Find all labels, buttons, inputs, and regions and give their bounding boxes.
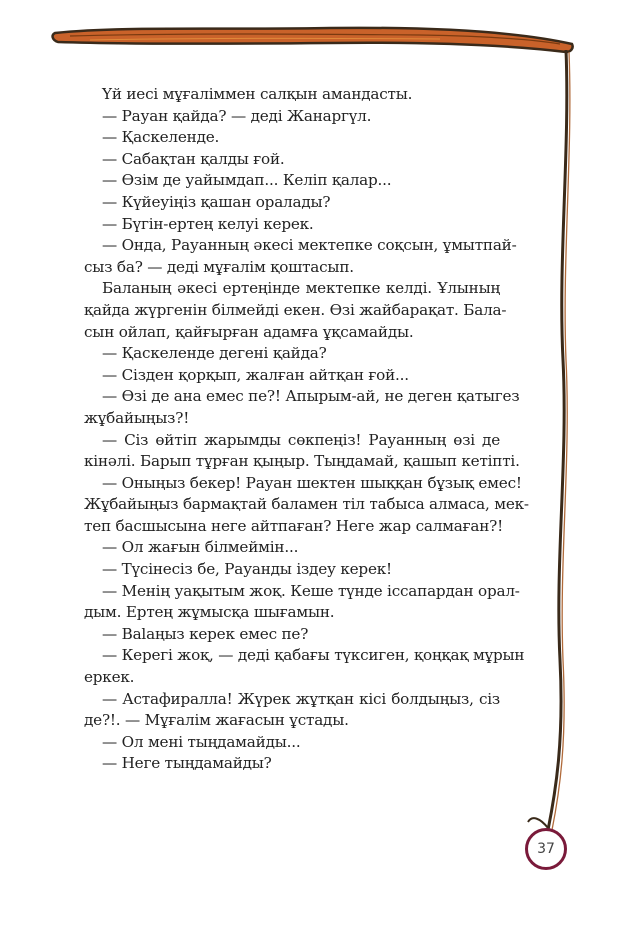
text-line: — Күйеуіңіз қашан оралады? bbox=[102, 192, 331, 211]
text-line: сын ойлап, қайғырған адамға ұқсамайды. bbox=[84, 322, 414, 341]
text-line: — Астафиралла! Жүрек жұтқан кісі болдыңыз, сіз bbox=[102, 689, 500, 708]
text-line: кінәлі. Барып тұрған қыңыр. Тыңдамай, қашып кетіпті. bbox=[84, 452, 520, 471]
text-line: дым. Ертең жұмысқа шығамын. bbox=[84, 603, 335, 622]
text-line: Жұбайыңыз бармақтай баламен тіл табыса алмаса, мек- bbox=[84, 495, 529, 514]
text-line: — Ол мені тыңдамайды... bbox=[102, 732, 301, 751]
text-line: — Сабақтан қалды ғой. bbox=[102, 149, 285, 168]
text-line: — Оныңыз бекер! Рауан шектен шыққан бұзық емес! bbox=[102, 473, 522, 492]
text-line: Үй иесі мұғаліммен салқын амандасты. bbox=[102, 85, 413, 103]
text-line: теп басшысына неге айтпаған? Неге жар салмаған?! bbox=[84, 516, 504, 535]
text-line: — Бүгін-ертең келуі керек. bbox=[102, 214, 314, 233]
text-line: — Керегі жоқ, — деді қабағы түксиген, қоңқақ мұрын bbox=[102, 646, 525, 665]
text-line: — Неге тыңдамайды? bbox=[102, 754, 272, 773]
text-line: — Сіз өйтіп жарымды сөкпеңіз! Рауанның өзі де bbox=[102, 430, 500, 449]
page-number: 37 bbox=[537, 841, 555, 857]
text-line: — Сізден қорқып, жалған айтқан ғой... bbox=[102, 365, 409, 384]
text-line: — Қаскеленде. bbox=[102, 128, 220, 147]
text-line: — Қаскеленде дегені қайда? bbox=[102, 344, 327, 363]
text-line: — Түсінесіз бе, Рауанды іздеу керек! bbox=[102, 560, 392, 579]
text-line: — Онда, Рауанның әкесі мектепке соқсын, ұмытпай- bbox=[102, 236, 517, 255]
text-line: еркек. bbox=[84, 668, 135, 687]
text-line: Баланың әкесі ертеңінде мектепке келді. Ұлының bbox=[102, 279, 500, 298]
text-line: — Рауан қайда? — деді Жанаргүл. bbox=[102, 106, 372, 125]
text-line: сыз ба? — деді мұғалім қоштасып. bbox=[84, 257, 354, 276]
text-line: қайда жүргенін білмейді екен. Өзі жайбарақат. Бала- bbox=[84, 300, 507, 319]
text-line: де?!. — Мұғалім жағасын ұстады. bbox=[84, 711, 349, 730]
text-line: — Balаңыз керек емес пе? bbox=[102, 624, 309, 643]
body-text bbox=[84, 84, 529, 775]
text-line: — Өзім де уайымдап... Келіп қалар... bbox=[102, 171, 392, 190]
text-line: жұбайыңыз?! bbox=[84, 408, 190, 427]
text-line: — Менің уақытым жоқ. Кеше түнде іссапардан орал- bbox=[102, 581, 520, 600]
text-line: — Ол жағын білмеймін... bbox=[102, 538, 299, 557]
text-line: — Өзі де ана емес пе?! Апырым-ай, не деген қатыгез bbox=[102, 387, 520, 406]
